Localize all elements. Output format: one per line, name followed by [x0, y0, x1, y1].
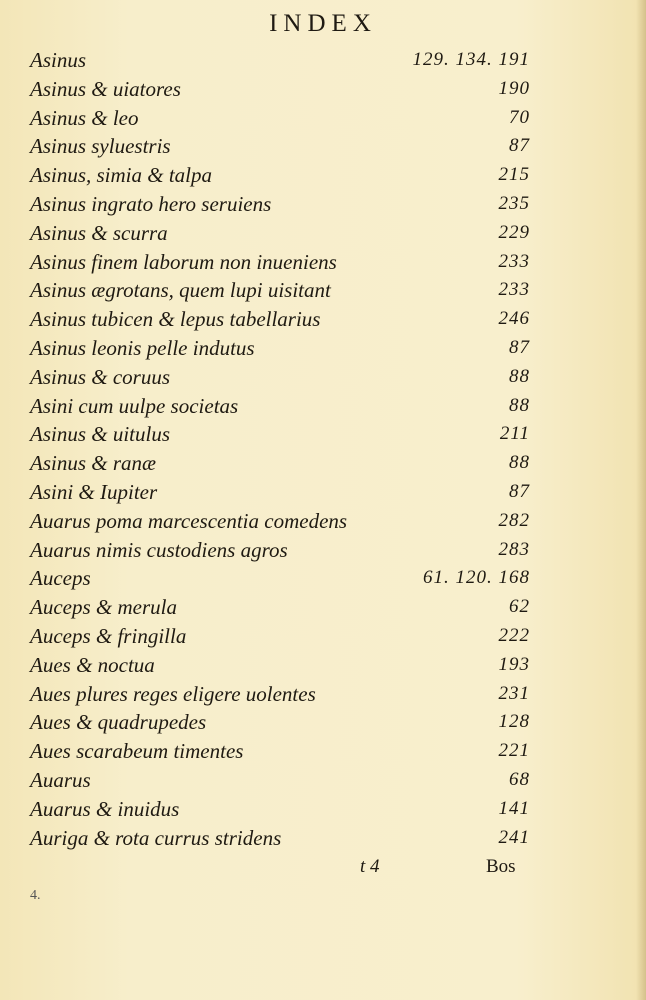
entry-label: Asini cum uulpe societas: [30, 393, 239, 418]
signature-mark: t 4: [360, 856, 380, 877]
bottom-mark: 4.: [30, 888, 41, 903]
index-entry: [30, 334, 530, 363]
entry-label: Asinus & coruus: [30, 364, 171, 389]
entry-pages: 222: [498, 624, 530, 646]
entry-pages: 231: [498, 682, 530, 704]
page-footer: [0, 856, 646, 903]
entry-label: Aues & noctua: [30, 652, 155, 677]
entry-pages: 246: [498, 308, 530, 330]
index-entry: [30, 680, 530, 709]
entry-pages: 235: [498, 192, 530, 214]
entry-label: Auarus: [30, 767, 91, 792]
index-entry: [30, 449, 530, 478]
entry-label: Asini & Iupiter: [30, 479, 158, 504]
index-entry: [30, 708, 530, 737]
index-entry: [30, 651, 530, 680]
index-entry: [30, 420, 530, 449]
index-entry-list: [30, 46, 530, 852]
index-entry: [30, 478, 530, 507]
entry-pages: 61. 120. 168: [423, 567, 530, 589]
index-entry: [30, 737, 530, 766]
index-entry: [30, 219, 530, 248]
entry-label: Asinus tubicen & lepus tabellarius: [30, 307, 321, 332]
index-entry: [30, 766, 530, 795]
index-entry: [30, 824, 530, 853]
entry-pages: 221: [498, 740, 530, 762]
index-entry: [30, 75, 530, 104]
entry-pages: 141: [498, 797, 530, 819]
entry-label: Asinus & uiatores: [30, 76, 181, 101]
entry-label: Auceps: [30, 566, 91, 591]
entry-label: Asinus syluestris: [30, 134, 171, 159]
index-entry: [30, 507, 530, 536]
entry-pages: 70: [509, 106, 530, 128]
index-entry: [30, 132, 530, 161]
index-entry: [30, 46, 530, 75]
entry-label: Asinus: [30, 48, 87, 72]
entry-pages: 87: [509, 135, 530, 157]
index-entry: [30, 248, 530, 277]
page-edge: [636, 0, 646, 1000]
entry-label: Asinus & ranæ: [30, 451, 157, 476]
index-entry: [30, 190, 530, 219]
entry-label: Aues plures reges eligere uolentes: [30, 681, 316, 706]
entry-pages: 62: [509, 596, 530, 618]
index-entry: [30, 593, 530, 622]
entry-pages: 233: [498, 250, 530, 272]
entry-pages: 241: [498, 826, 530, 848]
entry-label: Auceps & merula: [30, 595, 177, 620]
entry-pages: 193: [498, 653, 530, 675]
entry-label: Asinus & scurra: [30, 220, 168, 245]
index-entry: [30, 363, 530, 392]
entry-label: Auarus & inuidus: [30, 796, 180, 821]
entry-pages: 282: [498, 509, 530, 531]
index-entry: [30, 795, 530, 824]
entry-label: Auceps & fringilla: [30, 623, 187, 648]
entry-pages: 211: [499, 423, 530, 445]
index-entry: [30, 305, 530, 334]
entry-pages: 283: [498, 538, 530, 560]
entry-label: Asinus leonis pelle indutus: [30, 335, 255, 360]
entry-label: Asinus, simia & talpa: [30, 163, 213, 188]
entry-pages: 88: [509, 452, 530, 474]
catchword: Bos: [486, 856, 516, 877]
entry-pages: 229: [498, 221, 530, 243]
entry-label: Aues scarabeum timentes: [30, 739, 244, 764]
page-title: INDEX: [269, 10, 377, 37]
entry-pages: 215: [498, 164, 530, 186]
entry-label: Asinus ingrato hero seruiens: [30, 191, 272, 216]
entry-pages: 233: [498, 279, 530, 301]
entry-label: Asinus ægrotans, quem lupi uisitant: [30, 278, 331, 303]
index-entry: [30, 564, 530, 593]
index-entry: [30, 276, 530, 305]
entry-pages: 87: [509, 480, 530, 502]
entry-pages: 128: [498, 711, 530, 733]
entry-pages: 190: [498, 77, 530, 99]
entry-label: Auarus nimis custodiens agros: [30, 537, 288, 562]
entry-pages: 68: [509, 768, 530, 790]
entry-label: Asinus finem laborum non inueniens: [30, 249, 337, 274]
index-entry: [30, 392, 530, 421]
entry-label: Auarus poma marcescentia comedens: [30, 508, 348, 533]
entry-pages: 88: [509, 394, 530, 416]
entry-label: Asinus & leo: [30, 105, 139, 130]
index-entry: [30, 536, 530, 565]
entry-pages: 129. 134. 191: [412, 49, 530, 70]
entry-pages: 88: [509, 365, 530, 387]
entry-pages: 87: [509, 336, 530, 358]
entry-label: Asinus & uitulus: [30, 422, 171, 447]
entry-label: Auriga & rota currus stridens: [30, 825, 282, 850]
index-entry: [30, 161, 530, 190]
index-entry: [30, 104, 530, 133]
entry-label: Aues & quadrupedes: [30, 710, 207, 735]
index-entry: [30, 622, 530, 651]
